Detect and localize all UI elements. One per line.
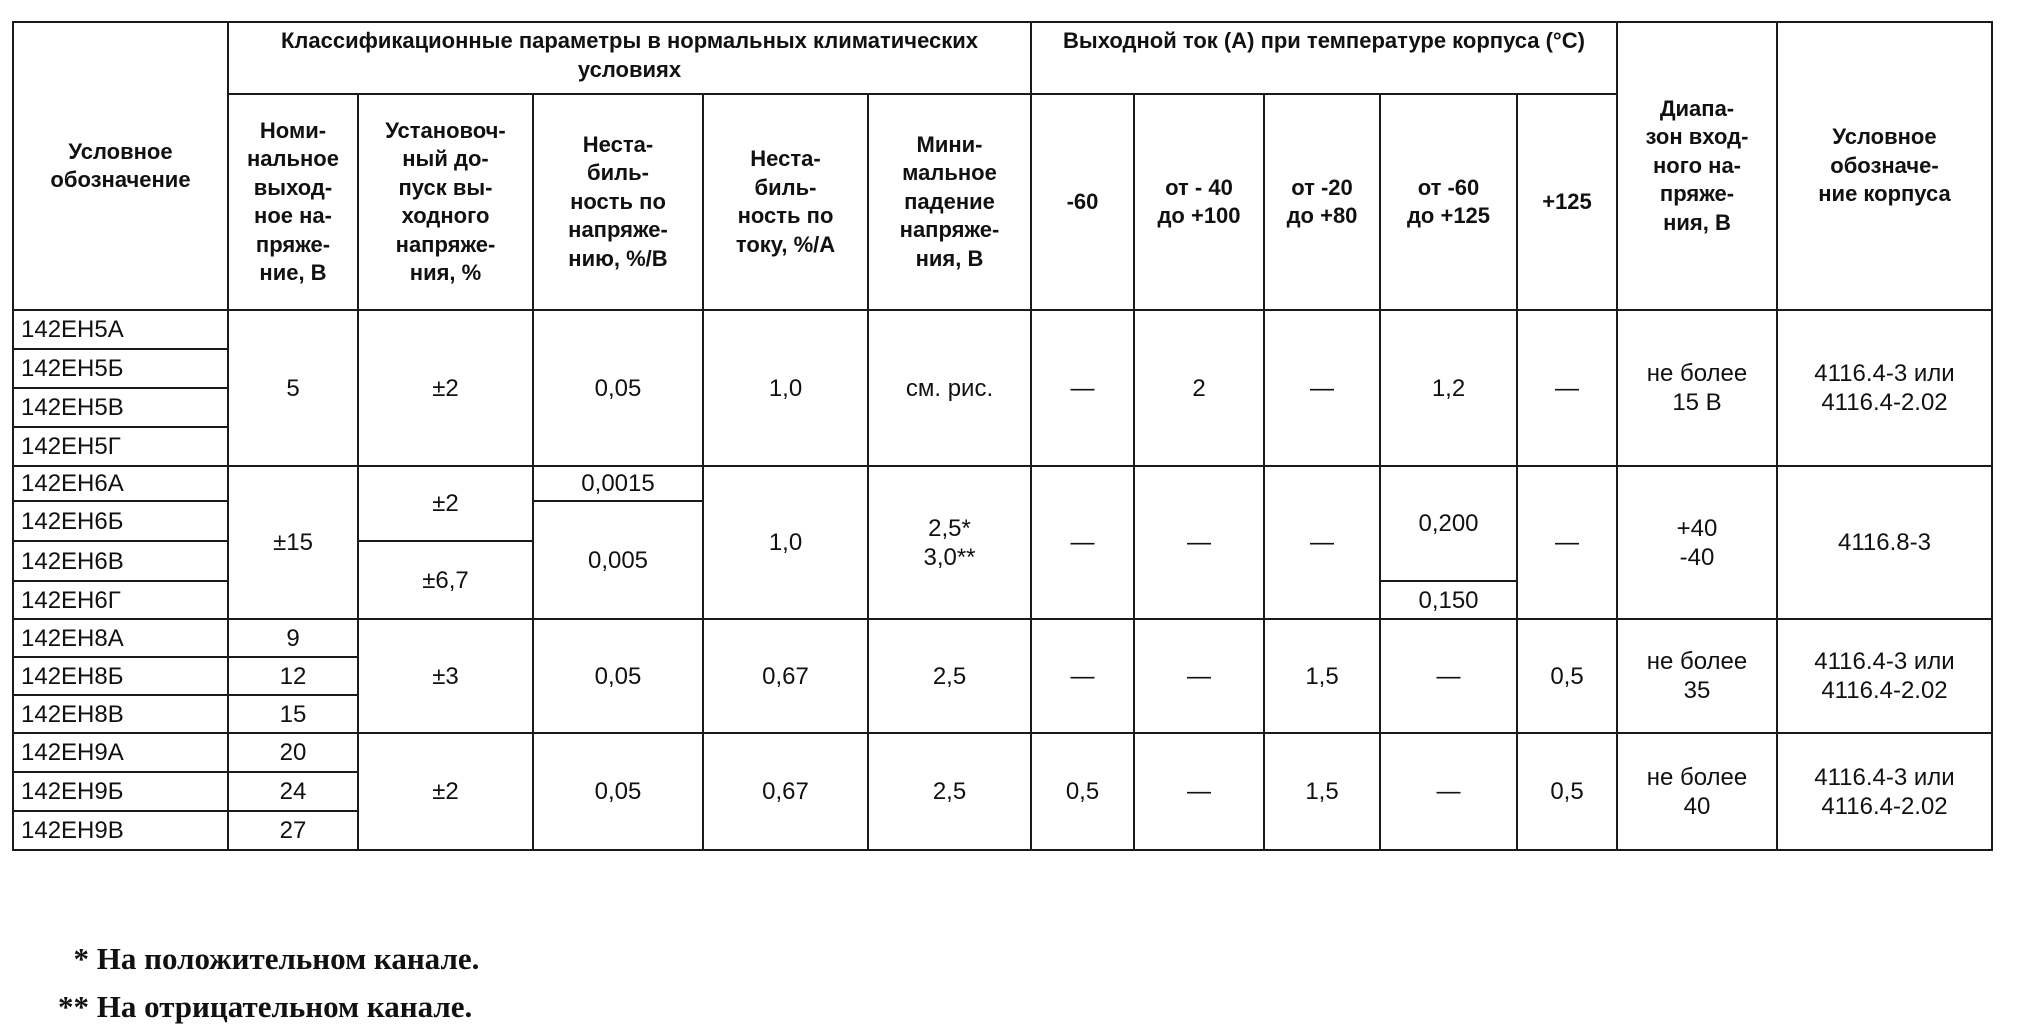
designation-cell: 142ЕН9В (13, 811, 228, 850)
footnote-positive-channel: * На положительном канале. (58, 941, 480, 976)
current-minus60-cell: 0,5 (1031, 733, 1134, 850)
current-m40-p100-cell: — (1134, 733, 1264, 850)
header-output-current-group: Выходной ток (А) при температуре корпуса (°C) (1031, 22, 1617, 94)
nominal-voltage-cell: 9 (228, 619, 358, 657)
designation-cell: 142ЕН6А (13, 466, 228, 501)
designation-cell: 142ЕН9А (13, 733, 228, 772)
current-plus125-cell: 0,5 (1517, 619, 1617, 733)
current-m60-p125-cell: 0,200 (1380, 466, 1517, 581)
designation-cell: 142ЕН5Г (13, 427, 228, 466)
current-m20-p80-cell: 1,5 (1264, 733, 1380, 850)
designation-cell: 142ЕН6Б (13, 501, 228, 541)
designation-cell: 142ЕН6Г (13, 581, 228, 619)
nominal-voltage-cell: 24 (228, 772, 358, 811)
current-m20-p80-cell: — (1264, 466, 1380, 619)
tolerance-cell: ±6,7 (358, 541, 533, 619)
current-instability-cell: 1,0 (703, 310, 868, 466)
header-classification-group: Классификационные параметры в нормальных климатических условиях (228, 22, 1031, 94)
current-m40-p100-cell: 2 (1134, 310, 1264, 466)
package-cell: 4116.4-3 или 4116.4-2.02 (1777, 733, 1992, 850)
current-plus125-cell: 0,5 (1517, 733, 1617, 850)
current-plus125-cell: — (1517, 310, 1617, 466)
min-dropout-cell: 2,5 (868, 619, 1031, 733)
designation-cell: 142ЕН8В (13, 695, 228, 733)
designation-cell: 142ЕН6В (13, 541, 228, 581)
tolerance-cell: ±2 (358, 466, 533, 541)
header-current-instability: Неста- биль- ность по току, %/А (703, 94, 868, 310)
header-designation: Условное обозначение (13, 22, 228, 310)
designation-cell: 142ЕН5В (13, 388, 228, 427)
header-setting-tolerance: Установоч- ный до- пуск вы- ходного напряже- ния, % (358, 94, 533, 310)
header-t-plus125: +125 (1517, 94, 1617, 310)
header-t-m60-p125: от -60 до +125 (1380, 94, 1517, 310)
input-range-cell: +40 -40 (1617, 466, 1777, 619)
nominal-voltage-cell: 15 (228, 695, 358, 733)
nominal-voltage-cell: 12 (228, 657, 358, 695)
current-m40-p100-cell: — (1134, 466, 1264, 619)
tolerance-cell: ±2 (358, 733, 533, 850)
current-m40-p100-cell: — (1134, 619, 1264, 733)
current-instability-cell: 1,0 (703, 466, 868, 619)
current-m60-p125-cell: — (1380, 733, 1517, 850)
package-cell: 4116.8-3 (1777, 466, 1992, 619)
header-package: Условное обозначе- ние корпуса (1777, 22, 1992, 310)
nominal-voltage-cell: 20 (228, 733, 358, 772)
footnotes (58, 935, 479, 1031)
designation-cell: 142ЕН5Б (13, 349, 228, 388)
header-t-minus60: -60 (1031, 94, 1134, 310)
voltage-instability-cell: 0,0015 (533, 466, 703, 501)
tolerance-cell: ±2 (358, 310, 533, 466)
footnote-negative-channel: ** На отрицательном канале. (58, 989, 473, 1024)
designation-cell: 142ЕН8Б (13, 657, 228, 695)
current-m60-p125-cell: — (1380, 619, 1517, 733)
package-cell: 4116.4-3 или 4116.4-2.02 (1777, 310, 1992, 466)
current-minus60-cell: — (1031, 466, 1134, 619)
min-dropout-cell: см. рис. (868, 310, 1031, 466)
current-minus60-cell: — (1031, 619, 1134, 733)
voltage-instability-cell: 0,05 (533, 733, 703, 850)
voltage-instability-cell: 0,05 (533, 619, 703, 733)
min-dropout-cell: 2,5 (868, 733, 1031, 850)
parameters-table (12, 21, 1993, 851)
current-minus60-cell: — (1031, 310, 1134, 466)
designation-cell: 142ЕН9Б (13, 772, 228, 811)
current-m20-p80-cell: 1,5 (1264, 619, 1380, 733)
package-cell: 4116.4-3 или 4116.4-2.02 (1777, 619, 1992, 733)
input-range-cell: не более 40 (1617, 733, 1777, 850)
input-range-cell: не более 15 В (1617, 310, 1777, 466)
table-row (13, 733, 1992, 772)
voltage-instability-cell: 0,005 (533, 501, 703, 619)
header-t-m20-p80: от -20 до +80 (1264, 94, 1380, 310)
current-m20-p80-cell: — (1264, 310, 1380, 466)
current-m60-p125-cell: 0,150 (1380, 581, 1517, 619)
current-instability-cell: 0,67 (703, 619, 868, 733)
header-row-1 (13, 22, 1992, 94)
header-input-range: Диапа- зон вход- ного на- пряже- ния, В (1617, 22, 1777, 310)
current-plus125-cell: — (1517, 466, 1617, 619)
min-dropout-cell: 2,5* 3,0** (868, 466, 1031, 619)
designation-cell: 142ЕН5А (13, 310, 228, 349)
tolerance-cell: ±3 (358, 619, 533, 733)
nominal-voltage-cell: 27 (228, 811, 358, 850)
header-nominal-voltage: Номи- нальное выход- ное на- пряже- ние, В (228, 94, 358, 310)
input-range-cell: не более 35 (1617, 619, 1777, 733)
header-t-m40-p100: от - 40 до +100 (1134, 94, 1264, 310)
header-min-dropout: Мини- мальное падение напряже- ния, В (868, 94, 1031, 310)
current-instability-cell: 0,67 (703, 733, 868, 850)
designation-cell: 142ЕН8А (13, 619, 228, 657)
table-row (13, 619, 1992, 657)
header-voltage-instability: Неста- биль- ность по напряже- нию, %/В (533, 94, 703, 310)
nominal-voltage-cell: ±15 (228, 466, 358, 619)
table-row (13, 466, 1992, 501)
voltage-instability-cell: 0,05 (533, 310, 703, 466)
table-row (13, 310, 1992, 349)
nominal-voltage-cell: 5 (228, 310, 358, 466)
current-m60-p125-cell: 1,2 (1380, 310, 1517, 466)
